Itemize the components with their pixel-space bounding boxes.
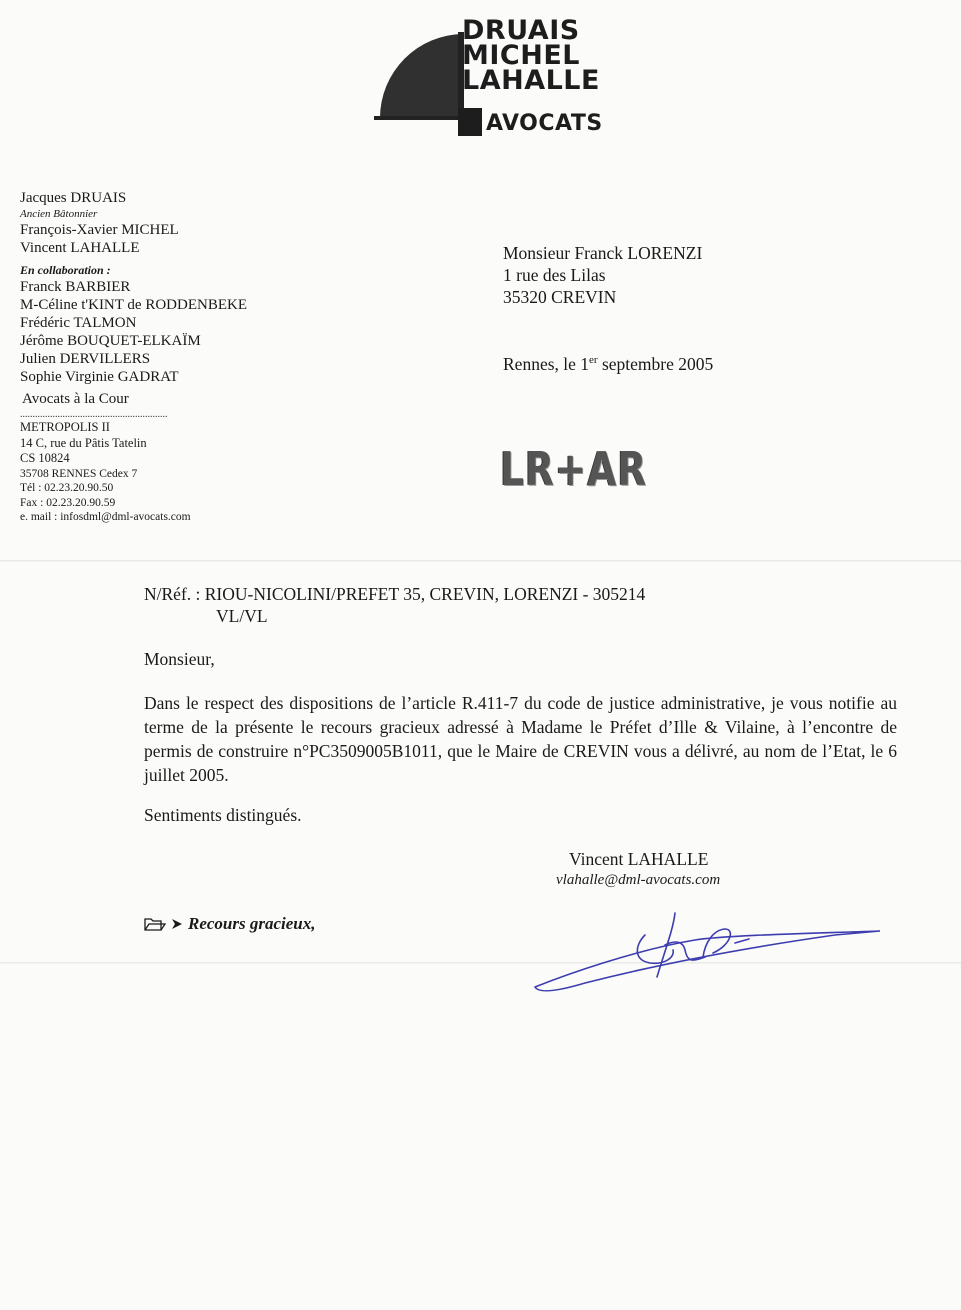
collaborator-name: Frédéric TALMON [20,315,137,331]
partner-name: Vincent LAHALLE [20,240,140,256]
collaborator-name: Franck BARBIER [20,279,131,295]
date-sup: er [589,354,598,367]
dotted-divider: ........................................................... [20,409,168,420]
phone-number: Tél : 02.23.20.90.50 [20,482,114,494]
logo-line: MICHEL [462,40,580,71]
collaboration-label: En collaboration : [20,263,111,277]
signatory-name: Vincent LAHALLE [569,849,709,869]
firm-email: e. mail : infosdml@dml-avocats.com [20,511,191,523]
logo-avocats-text: AVOCATS [486,111,603,136]
partner-title: Ancien Bâtonnier [20,208,98,220]
avocats-cour: Avocats à la Cour [22,391,129,407]
registered-mail-stamp: LR+AR [500,442,648,496]
address-city: 35708 RENNES Cedex 7 [20,467,138,480]
logo-line: DRUAIS [462,15,580,46]
fax-number: Fax : 02.23.20.90.59 [20,496,116,509]
address-line: 14 C, rue du Pâtis Tatelin [20,435,147,450]
date-prefix: Rennes, le 1 [503,354,590,374]
enclosure-line [144,914,316,934]
handwritten-signature [525,905,895,1000]
firm-sidebar [20,189,320,525]
collaborator-name: Jérôme BOUQUET-ELKAÏM [20,333,201,349]
salutation: Monsieur, [144,649,215,669]
reference-initials: VL/VL [216,606,268,626]
recipient-address [503,242,702,308]
arrow-right-icon [170,917,184,931]
address-line: METROPOLIS II [20,420,110,434]
date-suffix: septembre 2005 [597,354,714,374]
reference-line: N/Réf. : RIOU-NICOLINI/PREFET 35, CREVIN, LORENZI - 305214 [144,584,646,604]
paper-fold [0,560,961,562]
signatory-email: vlahalle@dml-avocats.com [556,872,721,888]
collaborator-name: Sophie Virginie GADRAT [20,369,179,385]
enclosure-text: Recours gracieux, [188,914,316,933]
logo-avocats [470,110,620,136]
collaborator-name: Julien DERVILLERS [20,351,151,367]
collaborator-name: M-Céline t'KINT de RODDENBEKE [20,297,247,313]
logo-wordmark [462,15,600,96]
recipient-line: Monsieur Franck LORENZI [503,243,703,263]
folder-icon [144,916,166,932]
recipient-line: 35320 CREVIN [503,287,617,307]
address-line: CS 10824 [20,451,70,465]
body-paragraph: Dans le respect des dispositions de l’article R.411-7 du code de justice administrative, je vous notifie au terme de la présente le recours gracieux adressé à Madame le Préfet d’Ille & Vilaine, à l’encontre de permis de construire n°PC3509005B1011, que le Maire de CREVIN vous a délivré, au nom de l’Etat, le 6 juillet 2005. [144,693,897,785]
partner-name: Jacques DRUAIS [20,190,127,206]
logo-line: LAHALLE [462,65,600,96]
closing-formula: Sentiments distingués. [144,805,302,825]
partner-name: François-Xavier MICHEL [20,222,179,238]
recipient-line: 1 rue des Lilas [503,265,606,285]
letter-date [503,354,713,375]
